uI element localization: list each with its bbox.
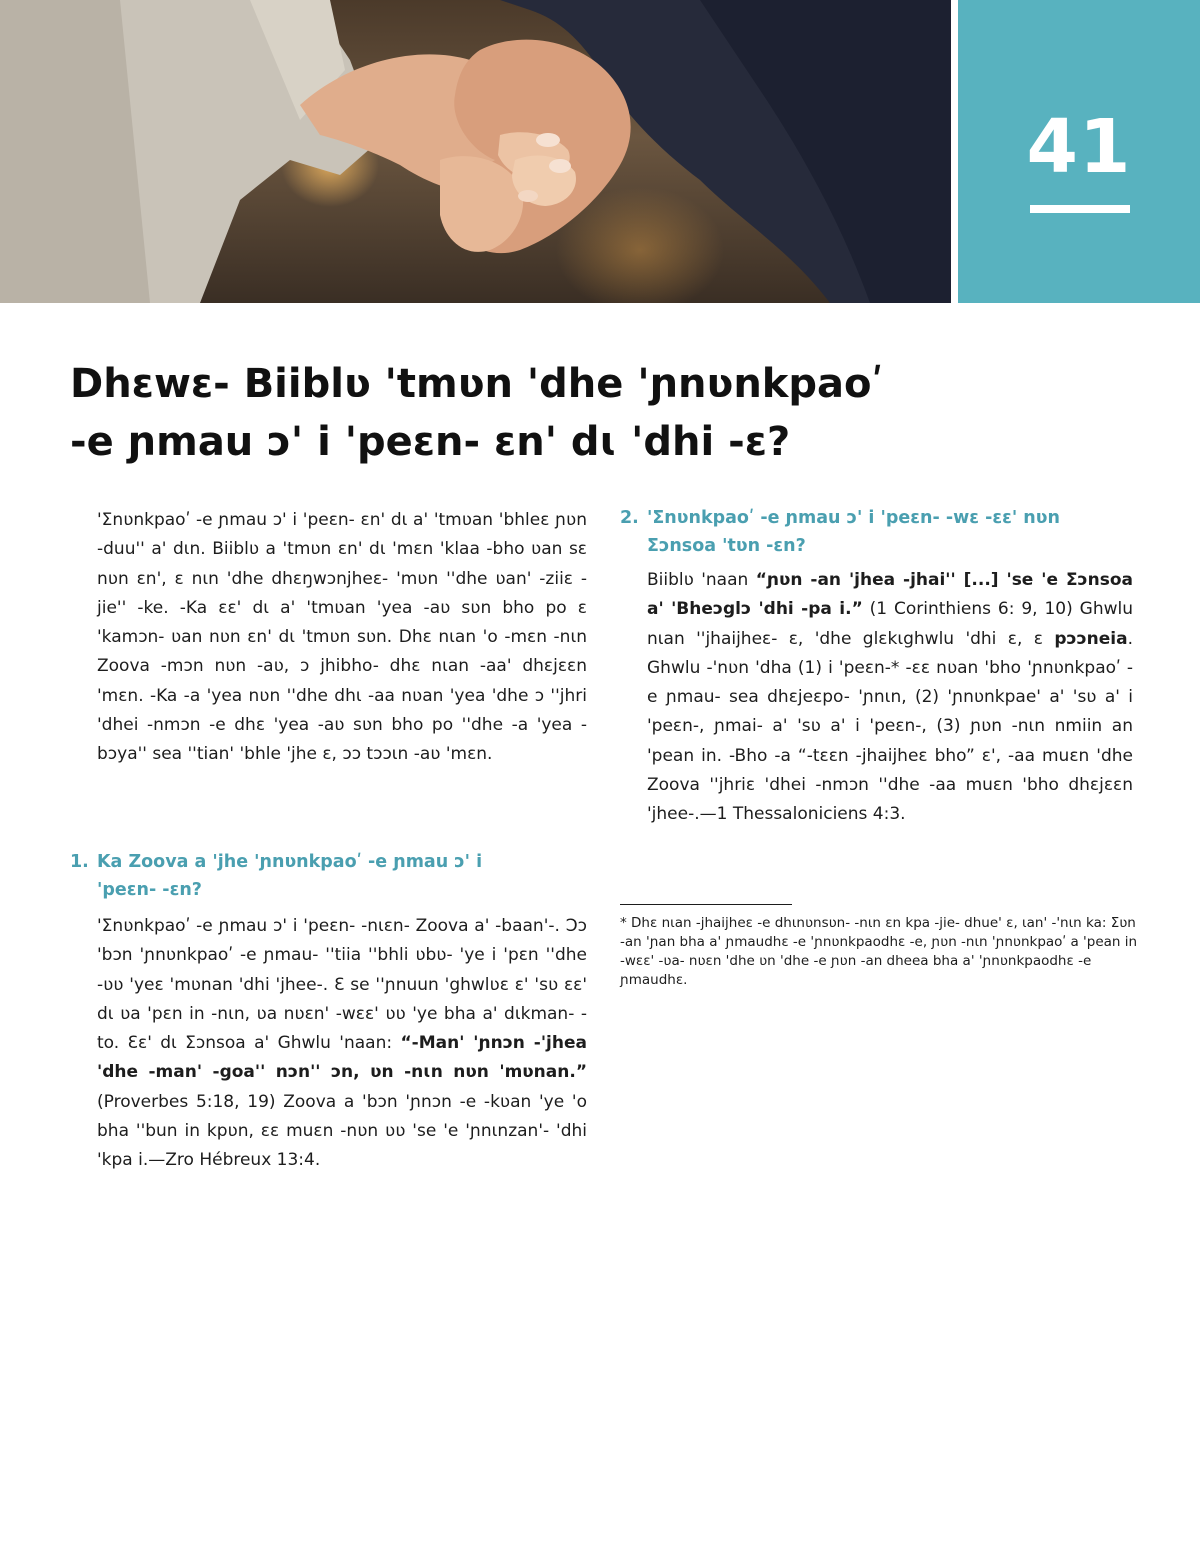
footnote-divider	[620, 904, 792, 905]
page-title-line-1: Dhɛwɛ- Biiblʋ 'tmʋn 'dhe 'ɲnʋnkpaoʹ	[70, 361, 884, 407]
chapter-number-underline	[1030, 205, 1130, 213]
question-2-text-c: . Ghwlu -'nʋn 'dha (1) i 'peɛn-* -ɛɛ nʋan 'bho 'ɲnʋnkpaoʹ -e ɲmau- sea dhɛjeɛpo- 'ɲnɩn, (2) 'ɲnʋnkpae' a' 'sʋ a' i 'peɛn-, ɲmai- a' 'sʋ a' i 'peɛn-, (3) ɲʋn -nɩn nmiin an 'pean in. -Bho -a “-tɛɛn -jhaijheɛ bho” ɛ', -aa muɛn 'dhe Zoova ''jhriɛ 'dhei -nmɔn ''dhe -aa muɛn 'bho dhɛjɛɛn 'jhee-.—1 Thessaloniciens 4:3.	[647, 628, 1133, 825]
question-2-line-2: Ʃɔnsoa 'tʋn -ɛn?	[647, 536, 806, 556]
page-title-line-2: -e ɲmau ɔ' i 'peɛn- ɛn' dɩ 'dhi -ɛ?	[70, 419, 791, 465]
question-1-number: 1.	[70, 852, 89, 872]
question-2-quote: “ɲʋn -an 'jhea -jhai'' [...] 'se 'e Ʃɔnsoa a' 'Bheɔglɔ 'dhi -pa i.”	[647, 570, 1134, 620]
footnote: * Dhɛ nɩan -jhaijheɛ -e dhɩnʋnsʋn- -nɩn ɛn kpa -jie- dhue' ɛ, ɩan' -'nɩn ka: Ʃʋn -an 'ɲan bha a' ɲmaudhɛ -e 'ɲnʋnkpaodhɛ -e, ɲʋn -nɩn 'ɲnʋnkpaoʹ a 'pean in -wɛɛ' -ʋa- nʋɛn 'dhe ʋn 'dhe -e ɲʋn -an dheea bha a' 'ɲnʋnkpaodhɛ -e ɲmaudhɛ.	[620, 915, 1138, 988]
question-2-text-a: Biiblʋ 'naan	[647, 570, 756, 590]
hero-photo	[0, 0, 951, 303]
question-1-answer	[97, 912, 587, 1176]
question-2-heading	[620, 504, 1140, 560]
question-2-number: 2.	[620, 508, 639, 528]
question-2-line-1: 'Ʃnʋnkpaoʹ -e ɲmau ɔ' i 'peɛn- -wɛ -ɛɛ' nʋn	[647, 508, 1060, 528]
question-1-paragraph	[97, 912, 587, 1176]
question-1-line-1: Ka Zoova a 'jhe 'ɲnʋnkpaoʹ -e ɲmau ɔ' i	[97, 852, 483, 872]
question-2-answer	[647, 566, 1133, 830]
question-1-text-b: (Proverbes 5:18, 19) Zoova a 'bɔn 'ɲnɔn -e -kʋan 'ye 'o bha ''bun in kpʋn, ɛɛ muɛn -nʋn ʋʋ 'se 'e 'ɲnɩnzan'- 'dhi 'kpa i.—Zro Hébreux 13:4.	[97, 1091, 587, 1171]
chapter-number: 41	[1026, 104, 1132, 190]
question-1-text-a: 'Ʃnʋnkpaoʹ -e ɲmau ɔ' i 'peɛn- -nɩɛn- Zoova a' -baan'-. Ɔɔ 'bɔn 'ɲnʋnkpaoʹ -e ɲmau- ''tiia ''bhli ʋbʋ- 'ye i 'pɛn ''dhe -ʋʋ 'yeɛ 'mʋnan 'dhi 'jhee-. Ɛ se ''ɲnuun 'ghwlʋɛ ɛ' 'sʋ ɛɛ' dɩ ʋa 'pɛn in -nɩn, ʋa nʋɛn' -wɛɛ' ʋʋ 'ye bha a' dɩkman- -to. Ɛɛ' dɩ Ʃɔnsoa a' Ghwlu 'naan:	[97, 916, 587, 1054]
question-1-quote: “-Man' 'ɲnɔn -'jhea 'dhe -man' -goa'' nɔn'' ɔn, ʋn -nɩn nʋn 'mʋnan.”	[97, 1033, 587, 1083]
question-1-line-2: 'peɛn- -ɛn?	[97, 880, 202, 900]
holding-hands-illustration	[0, 0, 951, 303]
question-2-text-b: (1 Corinthiens 6: 9, 10) Ghwlu nɩan ''jhaijheɛ- ɛ, 'dhe glɛkɩghwlu 'dhi ɛ, ɛ	[647, 599, 1133, 649]
question-2-term: pɔɔneia	[1054, 628, 1128, 649]
intro-column	[97, 506, 587, 770]
chapter-number-panel	[958, 0, 1200, 303]
question-2-paragraph	[647, 566, 1133, 830]
page-title	[70, 355, 1110, 471]
question-1-heading	[70, 848, 570, 904]
intro-paragraph: 'Ʃnʋnkpaoʹ -e ɲmau ɔ' i 'peɛn- ɛn' dɩ a' 'tmʋan 'bhleɛ ɲʋn -duu'' a' dɩn. Biiblʋ a 'tmʋn ɛn' dɩ 'mɛn 'klaa -bho ʋan sɛ nʋn ɛn', ɛ nɩn 'dhe dhɛŋwɔnjheɛ- 'mʋn ''dhe ʋan' -ziiɛ -jie'' -ke. -Ka ɛɛ' dɩ a' 'tmʋan 'yea -aʋ sʋn bho po ɛ 'kamɔn- ʋan nʋn ɛn' dɩ 'tmʋn sʋn. Dhɛ nɩan 'o -mɛn -nɩn Zoova -mɔn nʋn -aʋ, ɔ jhibho- dhɛ nɩan -aa' dhɛjɛɛn 'mɛn. -Ka -a 'yea nʋn ''dhe dhɩ -aa nʋan 'yea 'dhe ɔ ''jhri 'dhei -nmɔn -e dhɛ 'yea -aʋ sʋn bho po ''dhe -a 'yea -bɔya'' sea ''tian' 'bhle 'jhe ɛ, ɔɔ tɔɔɩn -aʋ 'mɛn.	[97, 510, 587, 765]
